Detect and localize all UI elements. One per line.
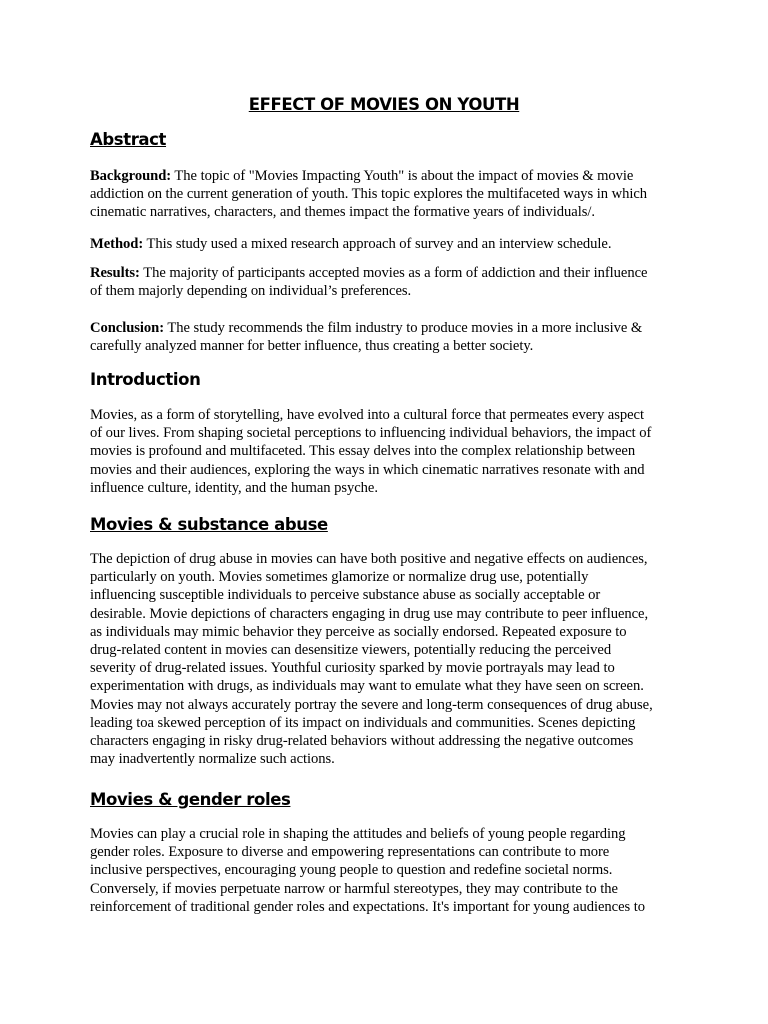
substance-abuse-heading: Movies & substance abuse: [90, 515, 328, 534]
method-label: Method:: [90, 236, 144, 252]
substance-abuse-paragraph: The depiction of drug abuse in movies can have both positive and negative effects on audiences, particularly on youth. Movies sometimes glamorize or normalize drug use, potentially influencing susceptible individuals to perceive substance abuse as socially acceptable or desirable. Movie depictions of characters engaging in drug use may contribute to peer influence, as individuals may mimic behavior they perceive as socially endorsed. Repeated exposure to drug-related content in movies can desensitize viewers, potentially reducing the perceived severity of drug-related issues. Youthful curiosity sparked by movie portrayals may lead to experimentation with drugs, as individuals may want to emulate what they have seen on screen. Movies may not always accurately portray the severe and long-term consequences of drug abuse, leading toa skewed perception of its impact on individuals and communities. Scenes depicting characters engaging in risky drug-related behaviors without addressing the negative outcomes may inadvertently normalize such actions.: [90, 551, 653, 768]
gender-roles-heading: Movies & gender roles: [90, 790, 291, 809]
conclusion-label: Conclusion:: [90, 320, 165, 336]
background-label: Background:: [90, 168, 172, 184]
abstract-method-paragraph: Method: This study used a mixed research approach of survey and an interview schedule.: [90, 236, 612, 252]
results-label: Results:: [90, 265, 140, 281]
abstract-background-paragraph: Background: The topic of "Movies Impacting Youth" is about the impact of movies & movie addiction on the current generation of youth. This topic explores the multifaceted ways in which cinematic narratives, characters, and themes impact the formative years of individuals/.: [90, 168, 648, 221]
introduction-heading: Introduction: [90, 370, 201, 389]
abstract-heading: Abstract: [90, 130, 167, 149]
document-title: EFFECT OF MOVIES ON YOUTH: [248, 95, 520, 114]
introduction-paragraph: Movies, as a form of storytelling, have evolved into a cultural force that permeates every aspect of our lives. From shaping societal perceptions to influencing individual behaviors, the impact of movies is profound and multifaceted. This essay delves into the complex relationship between movies and their audiences, exploring the ways in which cinematic narratives resonate with and influence culture, identity, and the human psyche.: [90, 407, 652, 496]
abstract-conclusion-paragraph: Conclusion: The study recommends the film industry to produce movies in a more inclusive & carefully analyzed manner for better influence, thus creating a better society.: [90, 320, 643, 355]
gender-roles-paragraph: Movies can play a crucial role in shaping the attitudes and beliefs of young people regarding gender roles. Exposure to diverse and empowering representations can contribute to more inclusive perspectives, encouraging young people to question and redefine societal norms. Conversely, if movies perpetuate narrow or harmful stereotypes, they may contribute to the reinforcement of traditional gender roles and expectations. It's important for young audiences to: [90, 826, 645, 915]
abstract-results-paragraph: Results: The majority of participants accepted movies as a form of addiction and their influence of them majorly depending on individual’s preferences.: [90, 265, 648, 300]
